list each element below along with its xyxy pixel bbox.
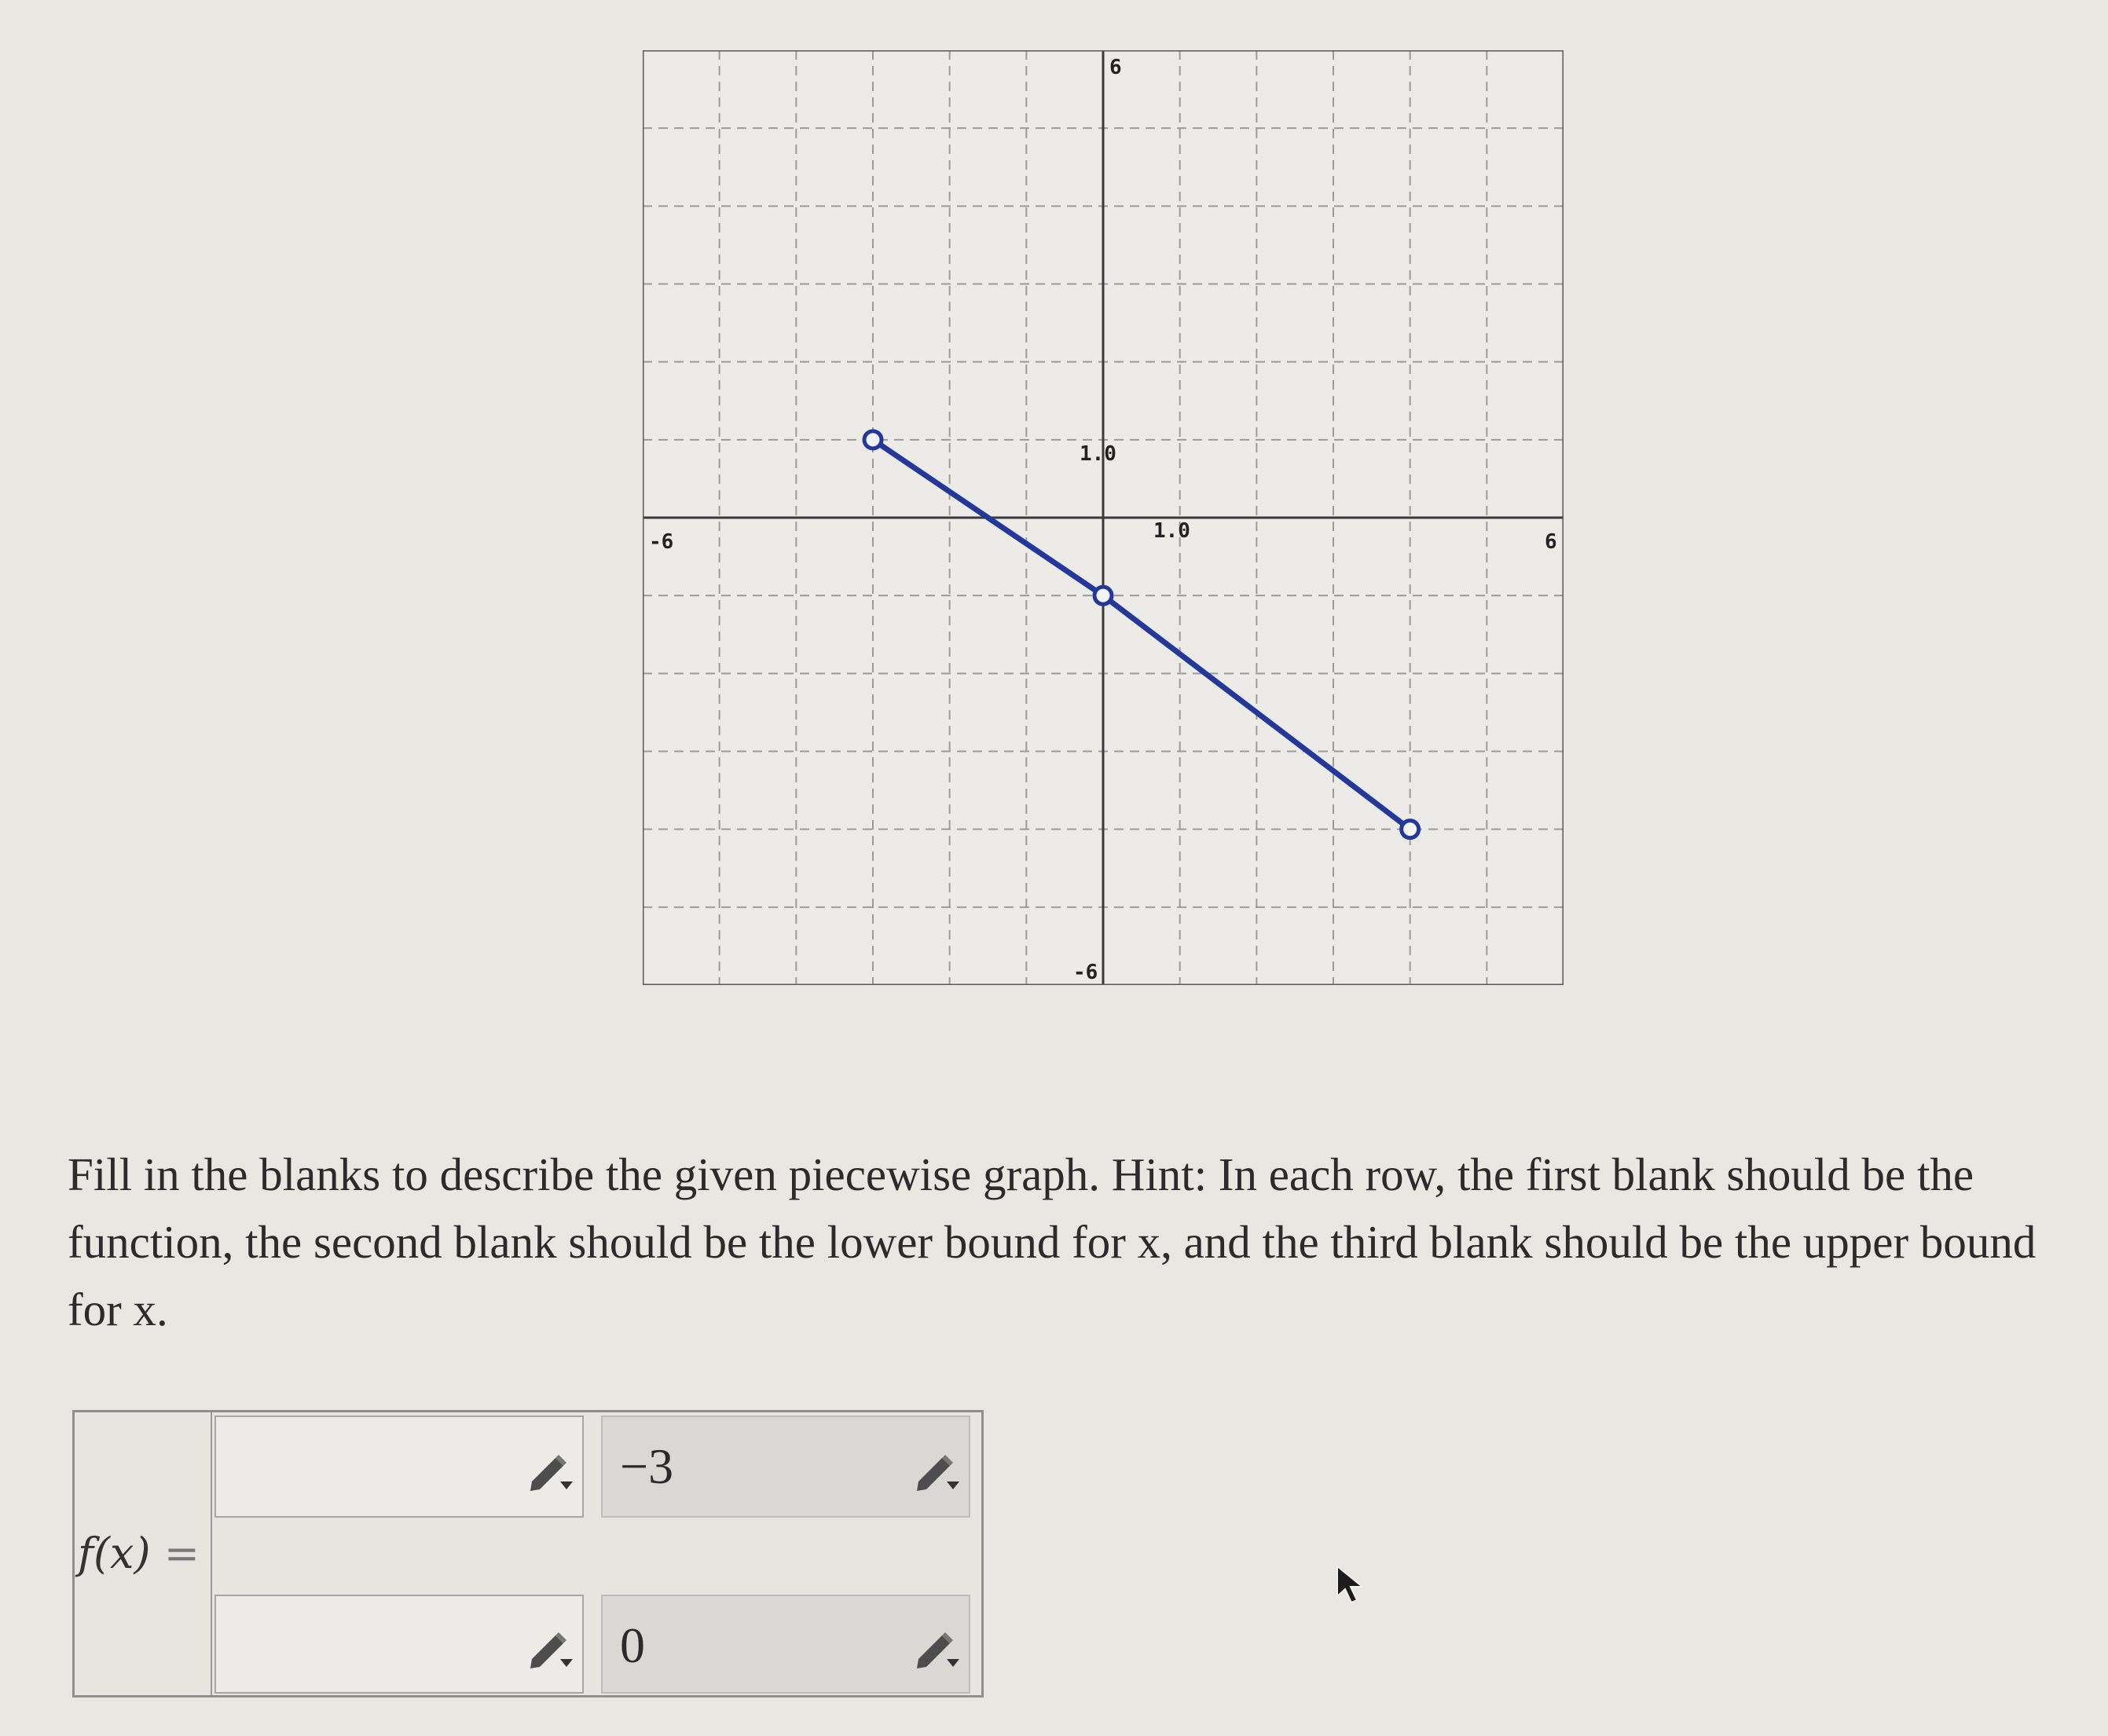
y-axis-tick-label: 1.0	[1080, 442, 1116, 466]
function-name: f(x)	[78, 1529, 151, 1578]
mouse-pointer-icon	[1336, 1565, 1367, 1604]
instructions-text: Fill in the blanks to describe the given piecewise graph. Hint: In each row, the first blank should be the function, the second blank should be the lower bound for x, and the third blank should be the upper bound for x.	[68, 1148, 2037, 1335]
open-endpoint	[1094, 587, 1112, 604]
function-label	[78, 1529, 200, 1578]
row-2-bound-value: 0	[620, 1617, 645, 1673]
open-endpoint	[1402, 821, 1419, 838]
row-2-bound-input[interactable]	[601, 1595, 970, 1694]
row-1-bound-value: −3	[620, 1438, 674, 1494]
pencil-dropdown-icon[interactable]	[912, 1624, 961, 1672]
pencil-dropdown-icon[interactable]	[526, 1624, 574, 1672]
row-1-bound-input[interactable]	[601, 1416, 970, 1518]
piecewise-answer-table	[72, 1410, 984, 1698]
piecewise-graph	[643, 50, 1564, 985]
row-1-function-input[interactable]	[214, 1416, 584, 1518]
open-endpoint	[864, 431, 882, 449]
pencil-dropdown-icon[interactable]	[526, 1447, 574, 1494]
graph-svg	[643, 50, 1564, 985]
function-label-cell	[75, 1412, 212, 1695]
pencil-dropdown-icon[interactable]	[912, 1447, 961, 1494]
y-axis-max-label: 6	[1109, 56, 1122, 79]
x-axis-min-label: -6	[649, 530, 674, 554]
y-axis-min-label: -6	[1073, 961, 1098, 984]
equals-sign: =	[163, 1529, 200, 1578]
x-axis-max-label: 6	[1545, 530, 1557, 554]
row-2-function-input[interactable]	[214, 1595, 584, 1694]
x-axis-tick-label: 1.0	[1153, 519, 1190, 543]
